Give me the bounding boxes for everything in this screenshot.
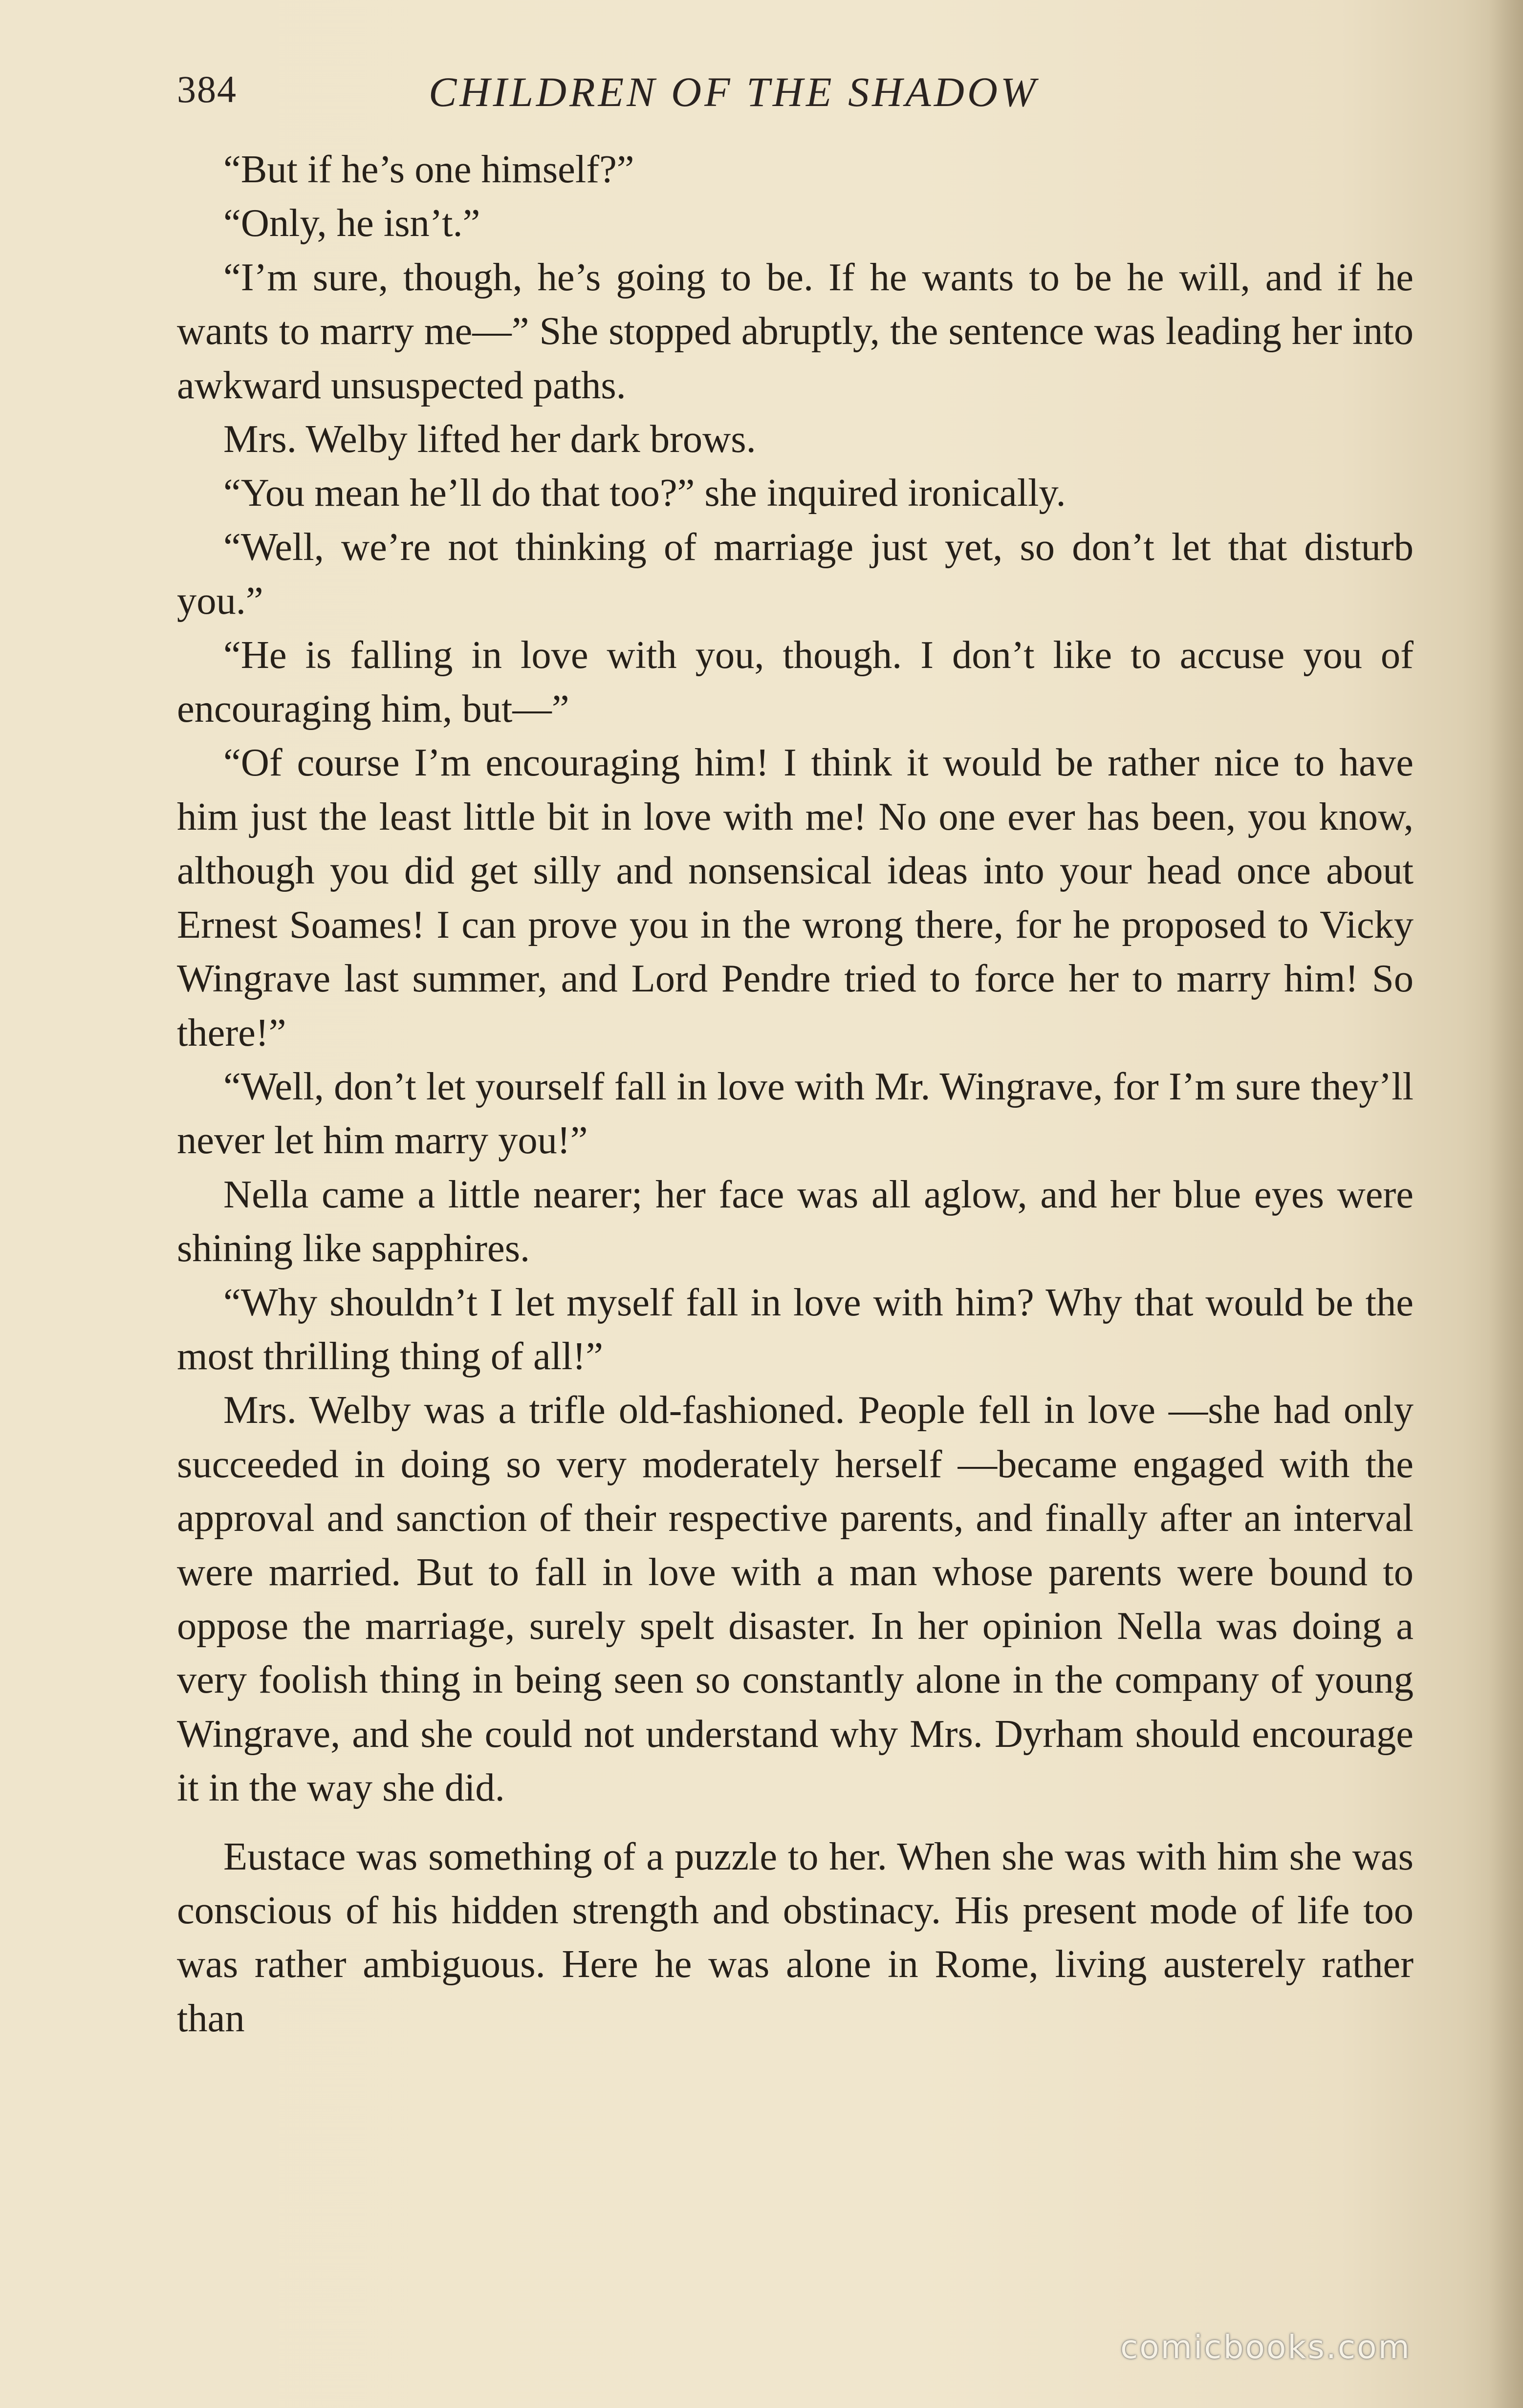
paragraph: “I’m sure, though, he’s going to be. If he wants to be he will, and if he wants to marry me—” She stopped abruptly, the sentence was leading her into awkward unsuspected paths.: [177, 255, 1414, 407]
watermark: comicbooks.com: [1120, 2328, 1411, 2366]
paragraph: Mrs. Welby was a trifle old-fashioned. People fell in love —she had only succeeded in doing so very moderately herself —became engaged with the approval and sanction of their respective parents, and finally after an interval were married. But to fall in love with a man whose parents were bound to oppose the marriage, surely spelt disaster. In her opinion Nella was doing a very foolish thing in being seen so constantly alone in the company of young Wingrave, and she could not understand why Mrs. Dyrham should encourage it in the way she did.: [177, 1388, 1414, 1810]
paragraph: “Well, don’t let yourself fall in love with Mr. Wingrave, for I’m sure they’ll never let him marry you!”: [177, 1064, 1414, 1162]
paragraph: Nella came a little nearer; her face was all aglow, and her blue eyes were shining like sapphires.: [177, 1172, 1414, 1270]
paragraph: Mrs. Welby lifted her dark brows.: [223, 417, 756, 461]
paragraph: Eustace was something of a puzzle to her. When she was with him she was conscious of his hidden strength and obstinacy. His present mode of life too was rather ambiguous. Here he was alone in Rome, living austerely rather than: [177, 1834, 1414, 2040]
page-edge-shadow: [1489, 0, 1523, 2408]
paragraph: “Of course I’m encouraging him! I think it would be rather nice to have him just the least little bit in love with me! No one ever has been, you know, although you did get silly and nonsensical ideas into your head once about Ernest Soames! I can prove you in the wrong there, for he proposed to Vicky Wingrave last summer, and Lord Pendre tried to force her to marry him! So there!”: [177, 741, 1414, 1054]
paragraph: “You mean he’ll do that too?” she inquired ironically.: [223, 471, 1066, 515]
body-text: [177, 143, 1414, 2045]
paragraph: “He is falling in love with you, though. I don’t like to accuse you of encouraging him, but—”: [177, 633, 1414, 731]
paragraph: “Well, we’re not thinking of marriage just yet, so don’t let that disturb you.”: [177, 525, 1414, 623]
paragraph: “But if he’s one himself?”: [223, 148, 634, 191]
paragraph: “Only, he isn’t.”: [223, 201, 480, 245]
page-number: 384: [177, 68, 237, 110]
running-header: [177, 67, 1409, 121]
running-title: CHILDREN OF THE SHADOW: [429, 68, 1039, 115]
paragraph: “Why shouldn’t I let myself fall in love with him? Why that would be the most thrilling thing of all!”: [177, 1280, 1414, 1378]
